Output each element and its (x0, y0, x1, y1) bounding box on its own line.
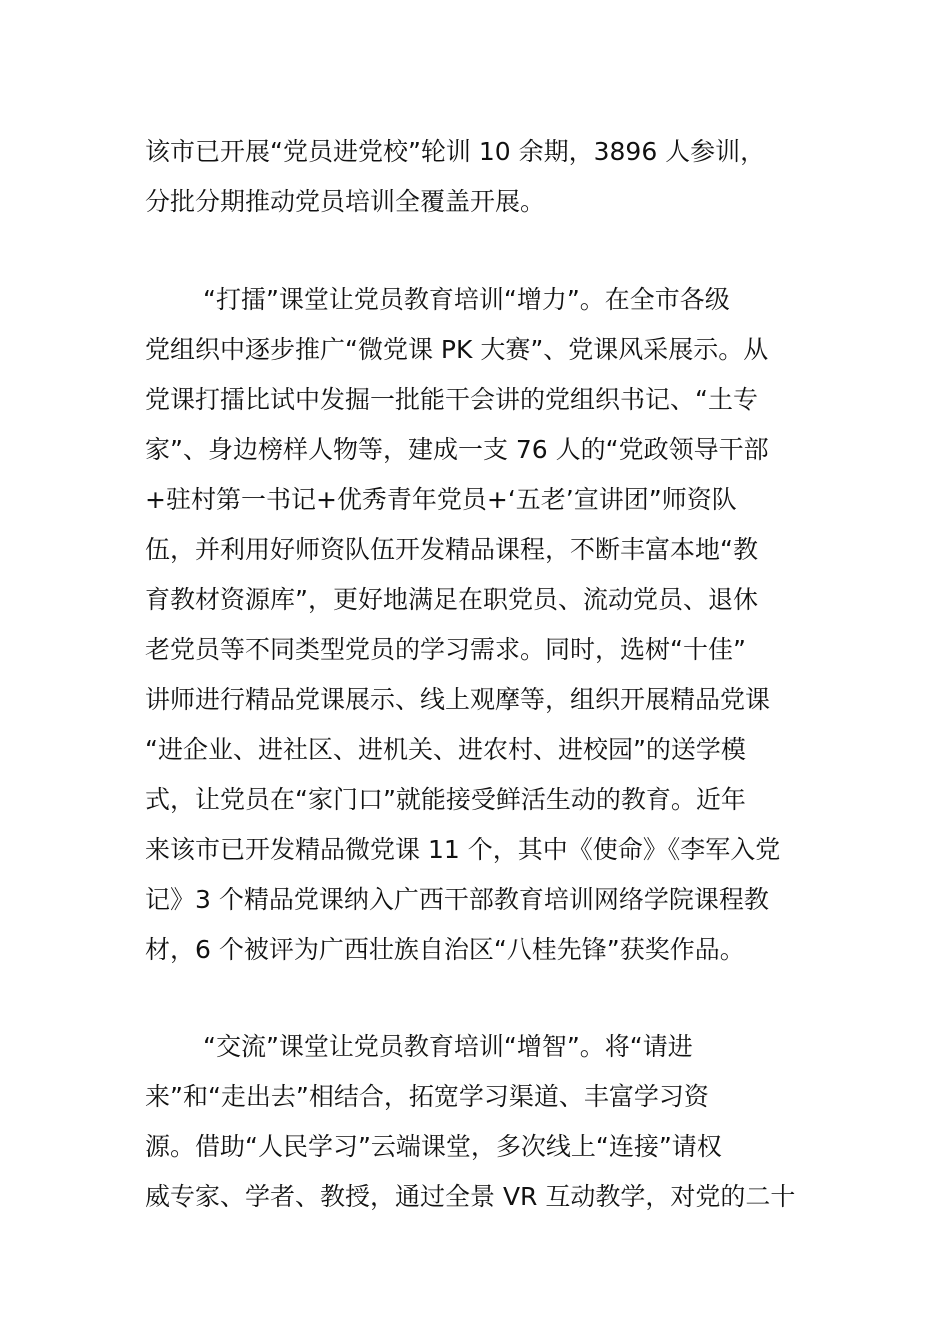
paragraph-line: 讲师进行精品党课展示、线上观摩等，组织开展精品党课 (145, 685, 771, 714)
paragraph-line: “交流”课堂让党员教育培训“增智”。将“请进 (203, 1032, 693, 1061)
paragraph-line: 威专家、学者、教授，通过全景 VR 互动教学，对党的二十 (145, 1182, 796, 1211)
paragraph-line: “打擂”课堂让党员教育培训“增力”。在全市各级 (203, 285, 730, 314)
paragraph-line: 伍，并利用好师资队伍开发精品课程，不断丰富本地“教 (145, 535, 758, 564)
paragraph-1 (145, 127, 815, 227)
paragraph-line: 式，让党员在“家门口”就能接受鲜活生动的教育。近年 (145, 785, 746, 814)
paragraph-line: 家”、身边榜样人物等，建成一支 76 人的“党政领导干部 (145, 435, 769, 464)
paragraph-line: +驻村第一书记+优秀青年党员+‘五老’宣讲团”师资队 (145, 485, 737, 514)
paragraph-line: 来”和“走出去”相结合，拓宽学习渠道、丰富学习资 (145, 1082, 709, 1111)
paragraph-line: 党课打擂比试中发掘一批能干会讲的党组织书记、“土专 (145, 385, 758, 414)
paragraph-line: 该市已开展“党员进党校”轮训 10 余期，3896 人参训， (145, 137, 766, 166)
paragraph-line: 材，6 个被评为广西壮族自治区“八桂先锋”获奖作品。 (145, 935, 745, 964)
paragraph-3 (145, 1022, 815, 1222)
paragraph-2 (145, 275, 815, 975)
paragraph-line: 党组织中逐步推广“微党课 PK 大赛”、党课风采展示。从 (145, 335, 769, 364)
paragraph-line: 育教材资源库”，更好地满足在职党员、流动党员、退休 (145, 585, 758, 614)
paragraph-line: 源。借助“人民学习”云端课堂，多次线上“连接”请权 (145, 1132, 722, 1161)
paragraph-line: 来该市已开发精品微党课 11 个，其中《使命》《李军入党 (145, 835, 781, 864)
paragraph-line: “进企业、进社区、进机关、进农村、进校园”的送学模 (145, 735, 746, 764)
paragraph-line: 记》3 个精品党课纳入广西干部教育培训网络学院课程教 (145, 885, 769, 914)
paragraph-line: 老党员等不同类型党员的学习需求。同时，选树“十佳” (145, 635, 746, 664)
paragraph-line: 分批分期推动党员培训全覆盖开展。 (145, 187, 546, 216)
